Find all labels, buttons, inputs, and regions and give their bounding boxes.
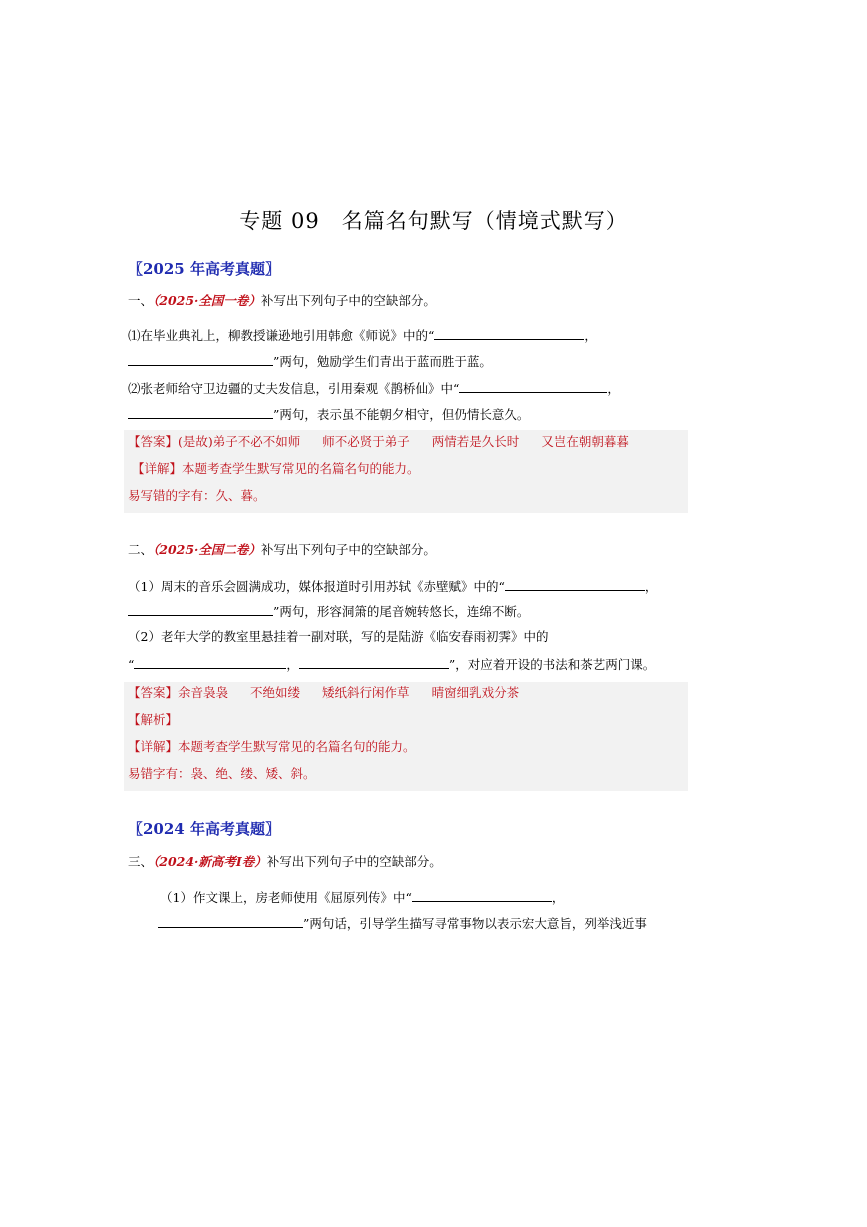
- answer-item: 余音袅袅: [178, 685, 229, 700]
- answer-blank[interactable]: [134, 655, 286, 669]
- question-number: 二、: [128, 542, 154, 557]
- question-1-part-2-line-2: [128, 405, 688, 424]
- punctuation: ，: [584, 328, 597, 343]
- answer-item: 又岂在朝朝暮暮: [541, 434, 629, 449]
- question-number: 三、: [128, 854, 154, 869]
- answer-blank[interactable]: [505, 577, 645, 591]
- question-2-part-1-line-1: [128, 577, 688, 596]
- answer-blank[interactable]: [299, 655, 449, 669]
- question-source: （2025·全国一卷）: [153, 293, 261, 308]
- punctuation: ，: [607, 381, 620, 396]
- punctuation: “: [128, 657, 135, 672]
- prompt-text: ⑴在毕业典礼上，柳教授谦逊地引用韩愈《师说》中的“: [128, 328, 435, 343]
- detail-line: 【详解】本题考查学生默写常见的名篇名句的能力。: [128, 739, 416, 754]
- prompt-text: ”两句，表示虽不能朝夕相守，但仍情长意久。: [273, 407, 530, 422]
- prompt-text: ”两句，勉励学生们青出于蓝而胜于蓝。: [273, 354, 492, 369]
- question-number: 一、: [128, 293, 154, 308]
- answer-item: (是故)弟子不必不如师: [178, 434, 301, 449]
- section-heading-2024: 〖2024 年高考真题〗: [128, 820, 280, 838]
- question-1-part-1-line-2: [128, 352, 688, 371]
- answer-label: 【答案】: [128, 434, 179, 449]
- answer-item: 不绝如缕: [250, 685, 301, 700]
- question-instruction: 补写出下列句子中的空缺部分。: [260, 293, 436, 308]
- answer-line: [128, 684, 519, 702]
- question-1-part-2-line-1: [128, 379, 688, 398]
- punctuation: ，: [644, 579, 658, 594]
- question-2-part-1-line-2: [128, 602, 688, 621]
- answer-item: 两情若是久长时: [431, 434, 520, 449]
- question-source: （2024·新高考Ⅰ卷）: [153, 854, 267, 869]
- detail-line: 【详解】本题考查学生默写常见的名篇名句的能力。: [132, 461, 420, 476]
- answer-label: 【答案】: [128, 685, 179, 700]
- answer-line: [128, 433, 629, 451]
- prompt-text: ”，对应着开设的书法和茶艺两门课。: [448, 657, 656, 672]
- error-chars-line: 易写错的字有：久、暮。: [128, 488, 266, 503]
- question-2-part-2-line-2: [128, 655, 688, 674]
- answer-blank[interactable]: [128, 602, 273, 616]
- prompt-text: （1）周末的音乐会圆满成功，媒体报道时引用苏轼《赤壁赋》中的“: [128, 579, 505, 594]
- question-instruction: 补写出下列句子中的空缺部分。: [266, 854, 442, 869]
- punctuation: ，: [551, 890, 565, 905]
- answer-blank[interactable]: [412, 888, 552, 902]
- question-1-part-1-line-1: [128, 326, 688, 345]
- answer-blank[interactable]: [128, 405, 273, 419]
- question-2-header: [128, 541, 688, 559]
- answer-blank[interactable]: [128, 352, 273, 366]
- prompt-text: （1）作文课上，房老师使用《屈原列传》中“: [160, 890, 412, 905]
- question-3-header: [128, 853, 688, 871]
- page-title: 专题 09 名篇名句默写（情境式默写）: [239, 209, 628, 233]
- analysis-line: 【解析】: [128, 712, 179, 727]
- question-source: （2025·全国二卷）: [153, 542, 261, 557]
- answer-blank[interactable]: [158, 914, 303, 928]
- answer-item: 晴窗细乳戏分茶: [431, 685, 520, 700]
- answer-blank[interactable]: [459, 379, 607, 393]
- question-instruction: 补写出下列句子中的空缺部分。: [260, 542, 436, 557]
- prompt-text: ”两句话，引导学生描写寻常事物以表示宏大意旨，列举浅近事: [303, 916, 647, 931]
- section-heading-2025: 〖2025 年高考真题〗: [128, 260, 280, 278]
- answer-item: 矮纸斜行闲作草: [322, 685, 410, 700]
- question-2-part-2-line-1: （2）老年大学的教室里悬挂着一副对联，写的是陆游《临安春雨初霁》中的: [128, 629, 549, 644]
- answer-blank[interactable]: [434, 326, 584, 340]
- question-3-part-1-line-2: [158, 914, 688, 933]
- answer-item: 师不必贤于弟子: [322, 434, 410, 449]
- question-1-header: [128, 292, 688, 310]
- question-3-part-1-line-1: [160, 888, 688, 907]
- error-chars-line: 易错字有：袅、绝、缕、矮、斜。: [128, 766, 316, 781]
- prompt-text: ⑵张老师给守卫边疆的丈夫发信息，引用秦观《鹊桥仙》中“: [128, 381, 460, 396]
- punctuation: ，: [286, 657, 299, 672]
- prompt-text: ”两句，形容洞箫的尾音婉转悠长，连绵不断。: [273, 604, 530, 619]
